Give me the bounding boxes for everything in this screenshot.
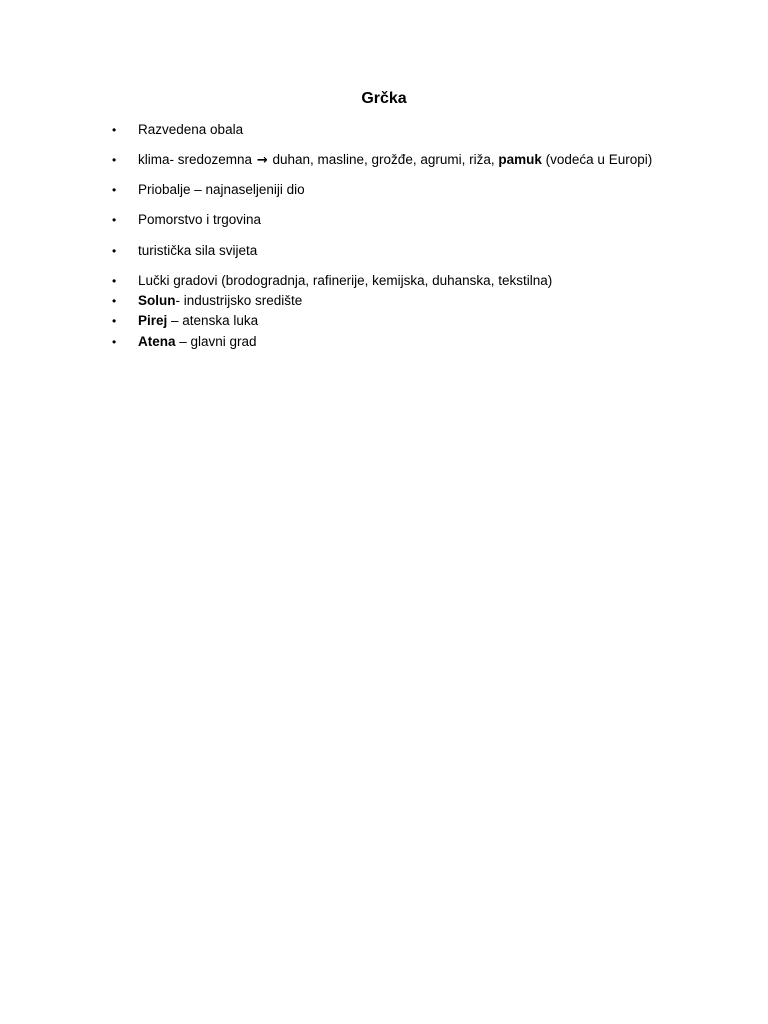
list-item-text: Lučki gradovi (brodogradnja, rafinerije, kemijska, duhanska, tekstilna) [138,273,553,288]
list-item-text: Razvedena obala [138,122,244,137]
list-item-text [138,291,302,311]
bullet-icon: • [112,213,117,227]
document-title: Grčka [361,90,407,107]
list-item-text [138,150,652,171]
city-description: - industrijsko središte [175,293,303,308]
bullet-icon: • [112,183,117,197]
crops-list: duhan, masline, grožđe, agrumi, riža, [272,152,495,167]
right-arrow-icon: → [256,153,268,168]
city-name: Pirej [138,313,168,328]
climate-label: klima- sredozemna [138,152,253,167]
bullet-icon: • [112,153,117,167]
list-item-text: Priobalje – najnaseljeniji dio [138,182,305,197]
bullet-icon: • [112,123,117,137]
city-name: Atena [138,334,176,349]
bullet-icon: • [112,294,117,308]
city-description: – glavni grad [175,334,257,349]
list-item-text [138,332,257,352]
bullet-icon: • [112,244,117,258]
city-description: – atenska luka [167,313,259,328]
list-item-text: Pomorstvo i trgovina [138,212,262,227]
cotton-note: (vodeća u Europi) [545,152,653,167]
bullet-icon: • [112,314,117,328]
bullet-icon: • [112,335,117,349]
cotton-bold: pamuk [498,152,542,167]
city-name: Solun [138,293,176,308]
bullet-icon: • [112,274,117,288]
list-item-text [138,311,258,331]
list-item-text: turistička sila svijeta [138,243,258,258]
